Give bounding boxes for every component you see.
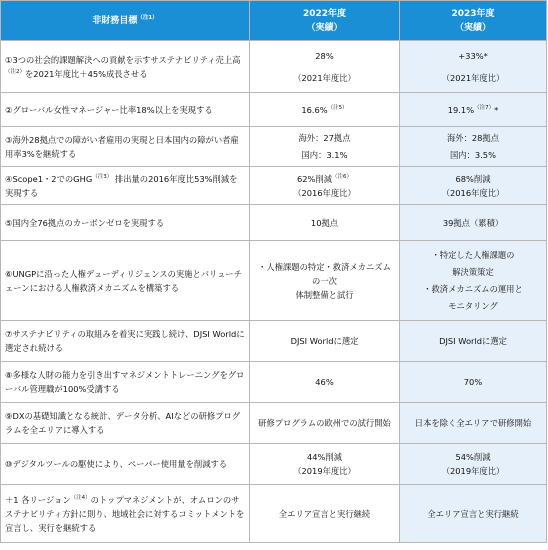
header-2023 <box>400 1 547 41</box>
header-goals-note: （注1） <box>137 14 158 21</box>
goal-cell: ⑥UNGPに沿った人権デューディリジェンスの実施とバリューチェーンにおける人権救済メカニズムを構築する <box>1 241 250 321</box>
header-goals <box>1 1 250 41</box>
goal-cell: ③海外28拠点での障がい者雇用の実現と日本国内の障がい者雇用率3%を継続する <box>1 127 250 167</box>
table-row <box>1 167 547 205</box>
value-2022-cell: ・人権課題の特定・救済メカニズムの一次 体制整備と試行 <box>250 241 400 321</box>
value-2022-cell: 海外：27拠点 国内：3.1% <box>250 127 400 167</box>
table-row <box>1 321 547 362</box>
value-2023-cell: 70% <box>400 362 547 403</box>
value-2023-cell: 全エリア宣言と実行継続 <box>400 485 547 543</box>
header-goals-label: 非財務目標 <box>92 15 138 26</box>
table-row <box>1 41 547 93</box>
value-2023-cell: 68%削減 （2016年度比） <box>400 167 547 205</box>
header-2022-year: 2022年度 <box>302 8 347 19</box>
table-row <box>1 403 547 444</box>
goal-cell: ⑦サステナビリティの取組みを着実に実践し続け、DJSI Worldに選定され続ける <box>1 321 250 362</box>
value-2023-cell: 海外：28拠点 国内：3.5% <box>400 127 547 167</box>
table-header-row <box>1 1 547 41</box>
goal-cell: ＋1 各リージョン$^{(注4)}$のトップマネジメントが、オムロンのサステナビリティ方針に則り、地域社会に対するコミットメントを宣言し、実行を継続する <box>1 485 250 543</box>
value-2022-cell: 10拠点 <box>250 205 400 241</box>
table-row <box>1 444 547 485</box>
header-2022-sub: （実績） <box>306 22 343 33</box>
value-2023-cell: 54%削減 （2019年度比） <box>400 444 547 485</box>
table-row <box>1 362 547 403</box>
value-2022-cell: 28% （2021年度比） <box>250 41 400 93</box>
table-row <box>1 127 547 167</box>
header-2022 <box>250 1 400 41</box>
value-2023-cell: +33%* （2021年度比） <box>400 41 547 93</box>
goal-cell: ①3つの社会的課題解決への貢献を示すサステナビリティ売上高$^{(注2)}$を2021年度比＋45%成長させる <box>1 41 250 93</box>
goal-cell: ⑧多様な人財の能力を引き出すマネジメントトレーニングをグローバル管理職が100%受講する <box>1 362 250 403</box>
table-row <box>1 205 547 241</box>
value-2022-cell: 研修プログラムの欧州での試行開始 <box>250 403 400 444</box>
goal-cell: ⑨DXの基礎知識となる統計、データ分析、AIなどの研修プログラムを全エリアに導入する <box>1 403 250 444</box>
goal-cell: ②グローバル女性マネージャー比率18%以上を実現する <box>1 93 250 127</box>
goal-cell: ⑤国内全76拠点のカーボンゼロを実現する <box>1 205 250 241</box>
goal-cell: ④Scope1・2での$GHG^{(注3)}$ 排出量の2016年度比53%削減を実現する <box>1 167 250 205</box>
value-2022-cell: 62%削減$^{(注6)}$ （2016年度比） <box>250 167 400 205</box>
value-2023-cell: 39拠点（累積） <box>400 205 547 241</box>
value-2022-cell: 44%削減 （2019年度比） <box>250 444 400 485</box>
goal-cell: ⑩デジタルツールの駆使により、ペーパー使用量を削減する <box>1 444 250 485</box>
value-2022-cell: DJSI Worldに選定 <box>250 321 400 362</box>
value-2023-cell: DJSI Worldに選定 <box>400 321 547 362</box>
value-2023-cell: 19.1%$^{(注7)}$* <box>400 93 547 127</box>
header-2023-year: 2023年度 <box>451 8 495 19</box>
value-2022-cell: 16.6%$^{(注5)}$ <box>250 93 400 127</box>
table-row <box>1 485 547 543</box>
value-2023-cell: 日本を除く全エリアで研修開始 <box>400 403 547 444</box>
header-2023-sub: （実績） <box>454 22 491 33</box>
value-2023-cell: ・特定した人権課題の 解決策策定 ・救済メカニズムの運用と モニタリング <box>400 241 547 321</box>
value-2022-cell: 46% <box>250 362 400 403</box>
table-row <box>1 241 547 321</box>
value-2022-cell: 全エリア宣言と実行継続 <box>250 485 400 543</box>
table-row <box>1 93 547 127</box>
